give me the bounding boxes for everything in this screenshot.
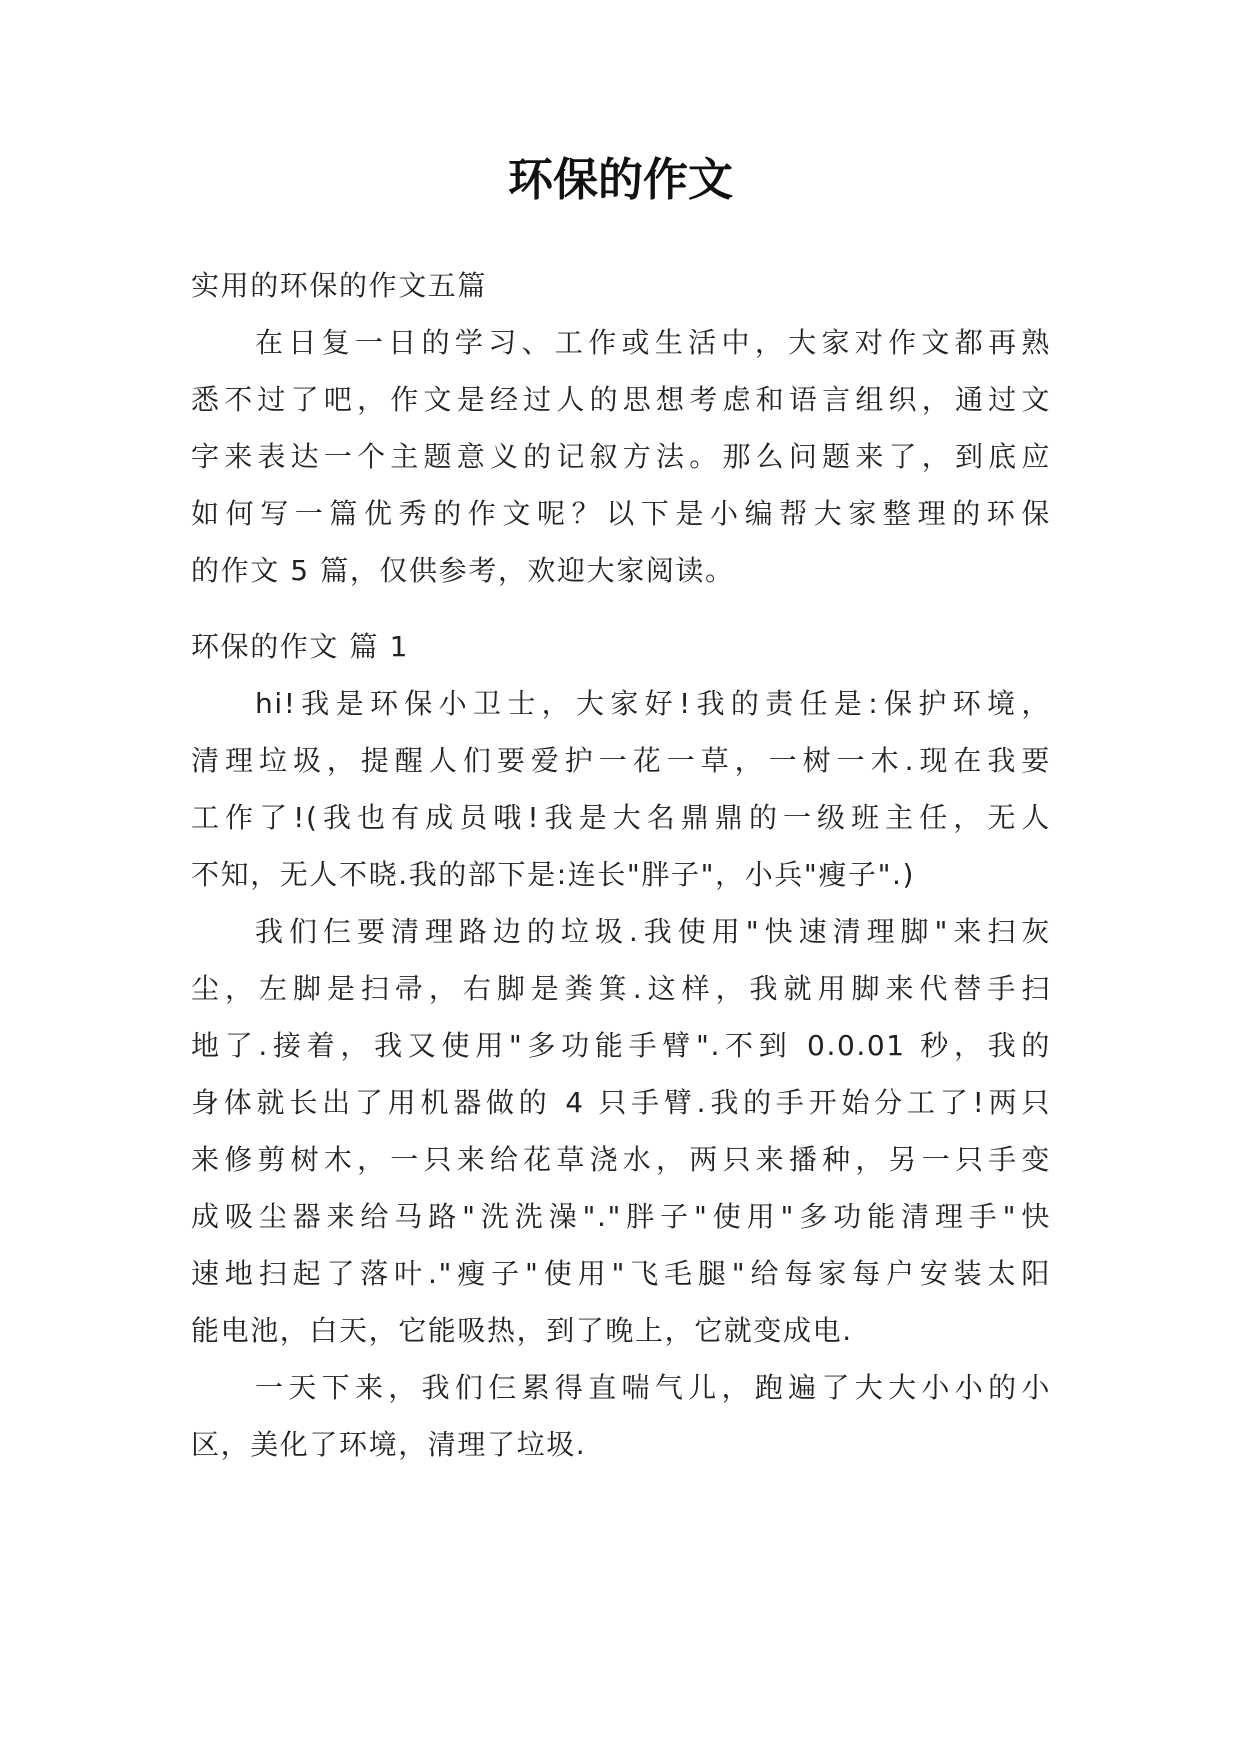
para3-line-2: 区，美化了环境，清理了垃圾.	[191, 1428, 587, 1461]
para2-line-5: 来修剪树木，一只来给花草浇水，两只来播种，另一只手变	[191, 1143, 1051, 1176]
para1-line-1: hi!我是环保小卫士，大家好!我的责任是:保护环境，	[255, 687, 1051, 720]
para3-line-1: 一天下来，我们仨累得直喘气儿，跑遍了大大小小的小	[255, 1371, 1051, 1404]
document-body-upper	[191, 257, 1051, 599]
para2-line-8: 能电池，白天，它能吸热，到了晚上，它就变成电.	[191, 1314, 853, 1347]
intro-line-1: 在日复一日的学习、工作或生活中，大家对作文都再熟	[255, 326, 1051, 359]
intro-line-2: 悉不过了吧，作文是经过人的思想考虑和语言组织，通过文	[191, 383, 1051, 416]
para1-line-2: 清理垃圾，提醒人们要爱护一花一草，一树一木.现在我要	[191, 744, 1051, 777]
intro-line-3: 字来表达一个主题意义的记叙方法。那么问题来了，到底应	[191, 440, 1051, 473]
para2-line-4: 身体就长出了用机器做的 4 只手臂.我的手开始分工了!两只	[191, 1086, 1051, 1119]
para2-line-2: 尘，左脚是扫帚，右脚是粪箕.这样，我就用脚来代替手扫	[191, 972, 1051, 1005]
para2-line-6: 成吸尘器来给马路"洗洗澡"."胖子"使用"多功能清理手"快	[191, 1200, 1051, 1233]
para2-line-1: 我们仨要清理路边的垃圾.我使用"快速清理脚"来扫灰	[255, 915, 1051, 948]
page-title: 环保的作文	[507, 153, 733, 206]
para2-line-7: 速地扫起了落叶."瘦子"使用"飞毛腿"给每家每户安装太阳	[191, 1257, 1051, 1290]
intro-line-5: 的作文 5 篇，仅供参考，欢迎大家阅读。	[191, 554, 735, 587]
document-body-lower	[191, 618, 1051, 1473]
para2-line-3: 地了.接着，我又使用"多功能手臂".不到 0.0.01 秒，我的	[191, 1029, 1051, 1062]
para1-line-3: 工作了!(我也有成员哦!我是大名鼎鼎的一级班主任，无人	[191, 801, 1051, 834]
para1-line-4: 不知，无人不晓.我的部下是:连长"胖子"，小兵"瘦子".)	[191, 858, 916, 891]
section-heading: 环保的作文 篇 1	[191, 630, 410, 663]
article-subtitle: 实用的环保的作文五篇	[191, 269, 488, 302]
intro-line-4: 如何写一篇优秀的作文呢？以下是小编帮大家整理的环保	[191, 497, 1051, 530]
